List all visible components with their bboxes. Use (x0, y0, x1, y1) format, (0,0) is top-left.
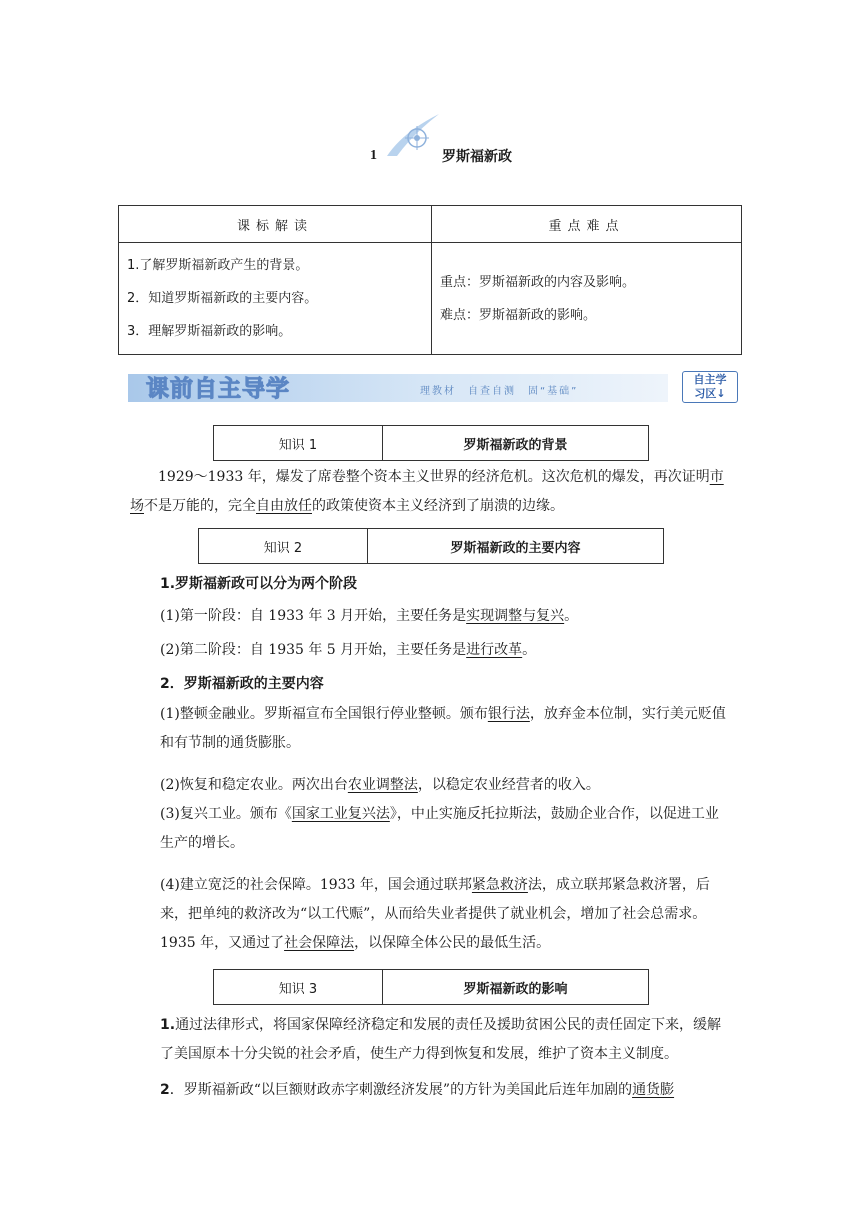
knowledge-label: 知识 3 (214, 970, 383, 1004)
objectives-header-standards: 课标解读 (119, 206, 432, 243)
content-item-2: (2)恢复和稳定农业。两次出台农业调整法，以稳定农业经营者的收入。 (160, 777, 600, 793)
knowledge-title: 罗斯福新政的主要内容 (450, 540, 581, 556)
section-banner (128, 368, 738, 406)
background-paragraph: 1929～1933 年，爆发了席卷整个资本主义世界的经济危机。这次危机的爆发，再次证明市场不是万能的，完全自由放任的政策使资本主义经济到了崩溃的边缘。 (130, 469, 724, 514)
knowledge-title: 罗斯福新政的影响 (463, 981, 568, 997)
knowledge-box-1 (213, 425, 649, 461)
compass-logo-icon (383, 112, 443, 162)
objectives-table (118, 205, 742, 355)
stage-2-line: (2)第二阶段：自 1935 年 5 月开始，主要任务是进行改革。 (160, 642, 537, 658)
self-study-area-tag: 自主学 习区↓ (682, 371, 738, 403)
banner-subtitle: 理教材 自查自测 固“基础” (420, 386, 579, 397)
knowledge-box-3 (213, 969, 649, 1005)
keypoint-item: 重点：罗斯福新政的内容及影响。 (440, 274, 636, 290)
objective-item: 1.了解罗斯福新政产生的背景。 (127, 258, 309, 273)
objective-item: 3．理解罗斯福新政的影响。 (127, 324, 292, 339)
keypoint-item: 难点：罗斯福新政的影响。 (440, 307, 597, 323)
content-item-3: (3)复兴工业。颁布《国家工业复兴法》，中止实施反托拉斯法，鼓励企业合作，以促进工业生产的增长。 (160, 806, 719, 851)
objective-item: 2．知道罗斯福新政的主要内容。 (127, 291, 318, 306)
knowledge-label: 知识 2 (199, 529, 368, 563)
objectives-header-keypoints: 重点难点 (432, 206, 742, 243)
banner-title: 课前自主导学 (146, 376, 290, 402)
stage-1-line: (1)第一阶段：自 1933 年 3 月开始，主要任务是实现调整与复兴。 (160, 608, 579, 624)
content-item-4: (4)建立宽泛的社会保障。1933 年，国会通过联邦紧急救济法，成立联邦紧急救济署，后来，把单纯的救济改为“以工代赈”，从而给失业者提供了就业机会，增加了社会总需求。1935 年，又通过了社会保障法，以保障全体公民的最低生活。 (160, 877, 710, 951)
knowledge-box-2 (198, 528, 664, 564)
impact-item-2: 2．罗斯福新政“以巨额财政赤字刺激经济发展”的方针为美国此后连年加剧的通货膨 (160, 1082, 675, 1098)
objectives-keypoints-cell (432, 243, 742, 355)
lesson-header (0, 140, 860, 170)
stages-heading: 1.罗斯福新政可以分为两个阶段 (160, 576, 358, 592)
content-heading: 2．罗斯福新政的主要内容 (160, 676, 324, 692)
objectives-standards-cell (119, 243, 432, 355)
knowledge-title: 罗斯福新政的背景 (463, 437, 568, 453)
lesson-title: 罗斯福新政 (442, 149, 512, 165)
content-item-1: (1)整顿金融业。罗斯福宣布全国银行停业整顿。颁布银行法，放弃金本位制，实行美元贬值和有节制的通货膨胀。 (160, 706, 726, 751)
lesson-number: 1 (370, 148, 377, 163)
knowledge-label: 知识 1 (214, 426, 383, 460)
impact-item-1: 1.通过法律形式，将国家保障经济稳定和发展的责任及援助贫困公民的责任固定下来，缓解了美国原本十分尖锐的社会矛盾，使生产力得到恢复和发展，维护了资本主义制度。 (160, 1017, 722, 1062)
